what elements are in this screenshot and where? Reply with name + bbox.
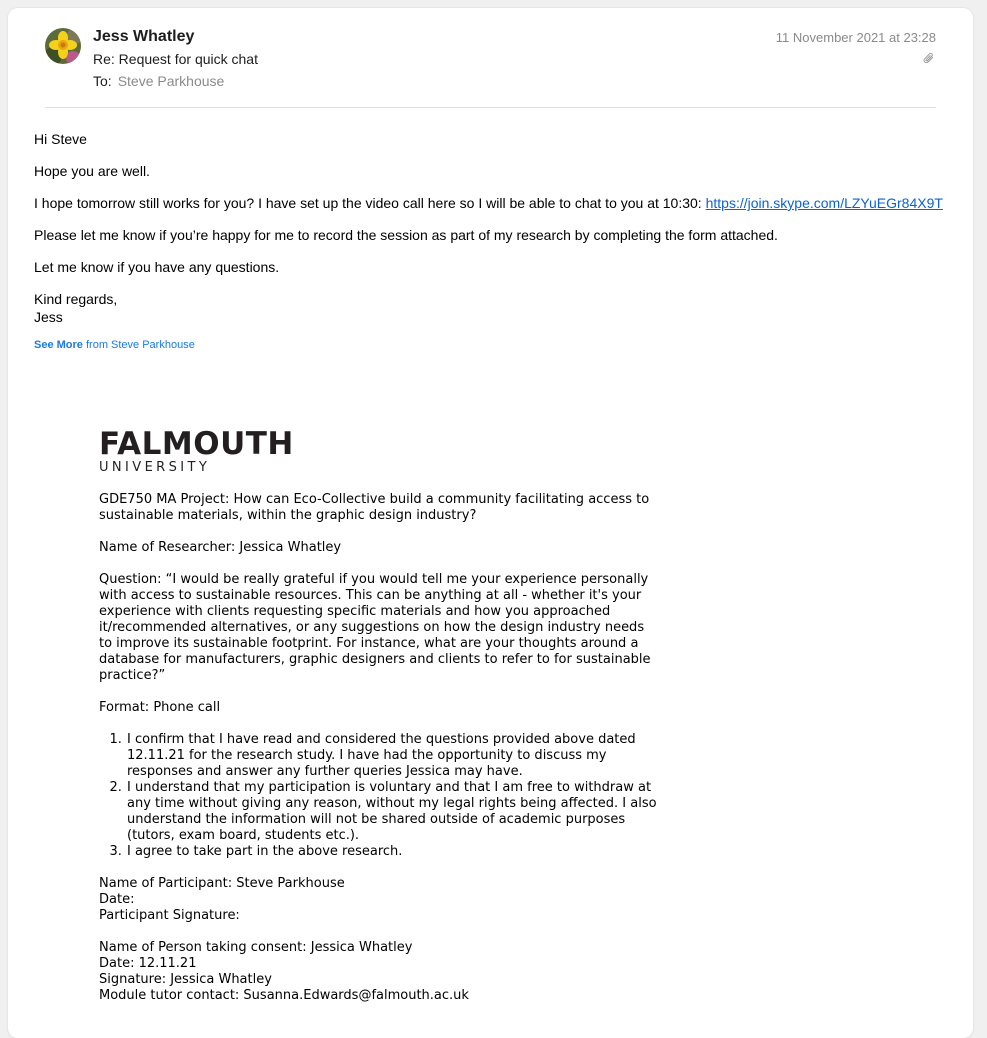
- recipient-line: [93, 73, 224, 89]
- header-divider: [45, 107, 936, 108]
- body-paragraph: Hope you are well.: [34, 163, 150, 179]
- see-more-link[interactable]: [34, 339, 195, 351]
- to-label: To:: [93, 73, 112, 89]
- greeting: Hi Steve: [34, 131, 87, 147]
- sign-off: Kind regards,: [34, 291, 118, 307]
- consent-date: Date: 12.11.21: [99, 956, 197, 971]
- body-paragraph: Please let me know if you’re happy for me to record the session as part of my research by completing the form attached.: [34, 227, 778, 243]
- falmouth-logo-subtitle: UNIVERSITY: [99, 460, 211, 475]
- consent-taker-name: Name of Person taking consent: Jessica Whatley: [99, 940, 413, 955]
- paperclip-icon[interactable]: [922, 52, 936, 66]
- falmouth-logo: FALMOUTH: [99, 426, 294, 462]
- consent-block: [99, 940, 659, 1004]
- project-title: GDE750 MA Project: How can Eco-Collective build a community facilitating access to sustainable materials, within the graphic design industry?: [99, 492, 650, 523]
- sender-name[interactable]: Jess Whatley: [93, 28, 195, 45]
- participant-date: Date:: [99, 892, 135, 907]
- attached-consent-form: [99, 428, 659, 1004]
- consent-item: 1. I confirm that I have read and considered the questions provided above dated 12.11.21 for the research study. I have had the opportunity to discuss my responses and answer any further queries Jessica may have.: [126, 732, 659, 780]
- signature: Jess: [34, 309, 63, 325]
- call-format: Format: Phone call: [99, 700, 221, 715]
- email-datetime: 11 November 2021 at 23:28: [775, 30, 936, 45]
- skype-link[interactable]: https://join.skype.com/LZYuEGr84X9T: [705, 195, 943, 211]
- see-more-label[interactable]: See More: [34, 339, 83, 351]
- body-paragraph: [34, 194, 954, 212]
- email-subject: Re: Request for quick chat: [93, 51, 258, 67]
- daffodil-avatar-icon[interactable]: [45, 28, 81, 64]
- consent-item: 3. I agree to take part in the above research.: [126, 844, 659, 860]
- body-paragraph: Let me know if you have any questions.: [34, 259, 280, 275]
- email-body: [34, 130, 954, 326]
- email-message: [8, 8, 973, 1038]
- participant-signature: Participant Signature:: [99, 908, 240, 923]
- tutor-contact: Module tutor contact: Susanna.Edwards@falmouth.ac.uk: [99, 988, 469, 1003]
- consent-list: [99, 732, 659, 860]
- recipient-name[interactable]: Steve Parkhouse: [117, 73, 225, 89]
- participant-block: [99, 876, 659, 924]
- see-more-source[interactable]: from Steve Parkhouse: [82, 339, 195, 351]
- consent-signature: Signature: Jessica Whatley: [99, 972, 272, 987]
- research-question: Question: “I would be really grateful if you would tell me your experience personally with access to sustainable resources. This can be anything at all - whether it's your experience with clients requesting specific materials and how you approached it/recommended alternatives, or any suggestions on how the design industry needs to improve its sustainable footprint. For instance, what are your thoughts around a database for manufacturers, graphic designers and clients to refer to for sustainable practice?”: [99, 572, 651, 683]
- researcher-name: Name of Researcher: Jessica Whatley: [99, 540, 342, 555]
- body-text: I hope tomorrow still works for you? I have set up the video call here so I will be able to chat to you at 10:30:: [34, 195, 706, 211]
- participant-name: Name of Participant: Steve Parkhouse: [99, 876, 345, 891]
- consent-item: 2. I understand that my participation is voluntary and that I am free to withdraw at any time without giving any reason, without my legal rights being affected. I also understand the information will not be shared outside of academic purposes (tutors, exam board, students etc.).: [126, 780, 659, 844]
